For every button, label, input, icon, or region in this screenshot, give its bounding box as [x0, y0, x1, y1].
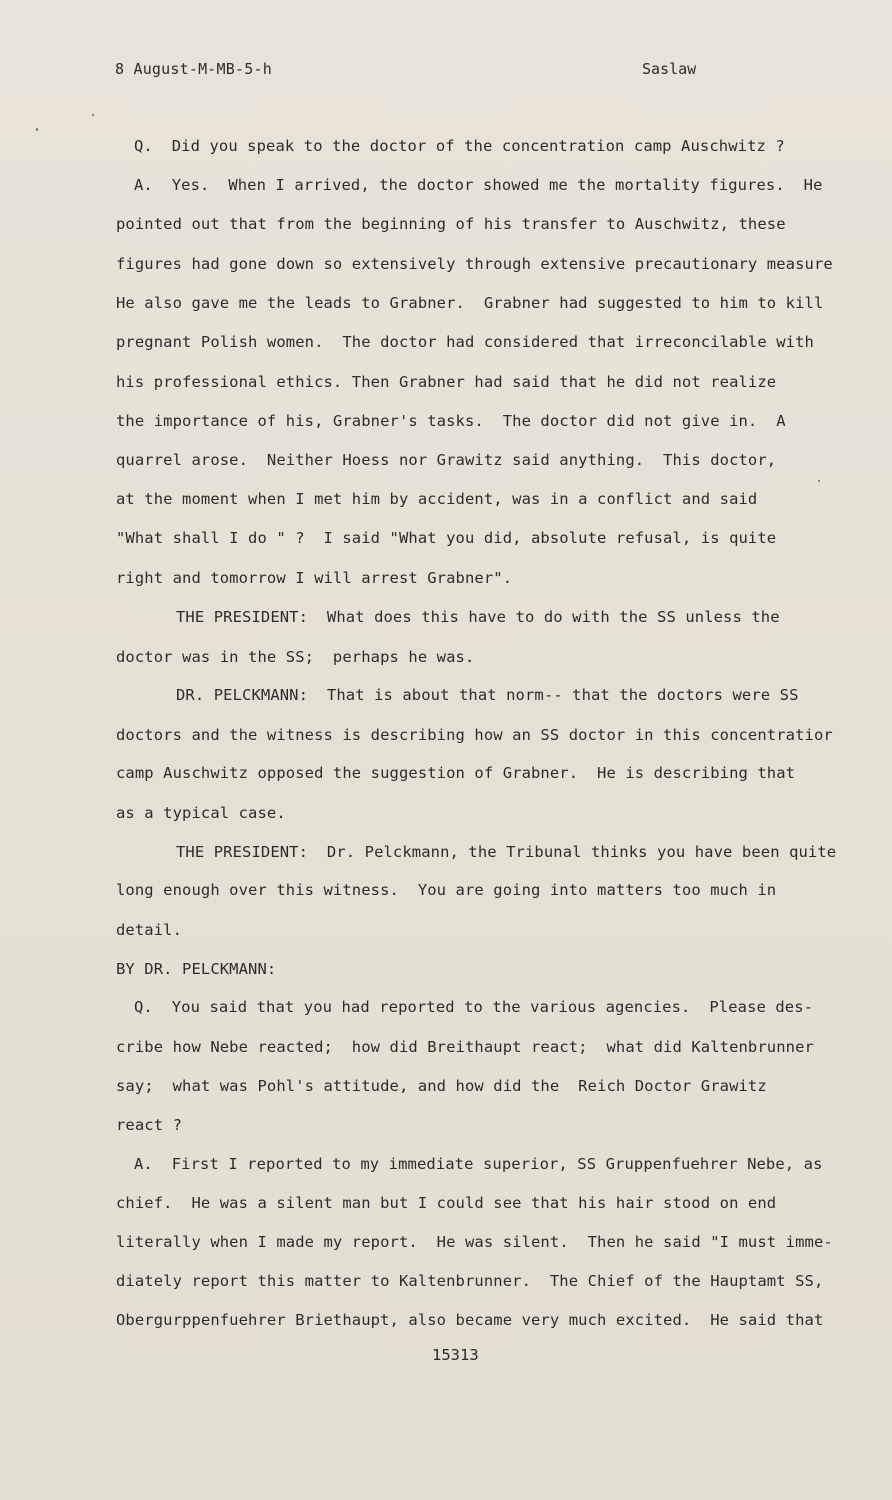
- text-line-31: Obergurppenfuehrer Briethaupt, also became very much excited. He said that: [116, 1311, 824, 1329]
- paper-speck: [92, 114, 94, 116]
- text-line-7: his professional ethics. Then Grabner had said that he did not realize: [116, 373, 777, 391]
- text-line-17: camp Auschwitz opposed the suggestion of Grabner. He is describing that: [116, 764, 796, 782]
- text-line-8: the importance of his, Grabner's tasks. The doctor did not give in. A: [116, 412, 786, 430]
- text-line-24: cribe how Nebe reacted; how did Breithaupt react; what did Kaltenbrunner: [116, 1038, 814, 1056]
- text-line-12: right and tomorrow I will arrest Grabner".: [116, 569, 513, 587]
- text-line-16: doctors and the witness is describing how an SS doctor in this concentratior: [116, 726, 833, 744]
- text-line-22: BY DR. PELCKMANN:: [116, 960, 277, 978]
- text-line-26: react ?: [116, 1116, 183, 1134]
- text-line-18: as a typical case.: [116, 804, 286, 822]
- text-line-23: Q. You said that you had reported to the various agencies. Please des-: [134, 998, 814, 1016]
- paper-speck: [36, 128, 38, 131]
- paper-speck: [818, 480, 820, 482]
- text-line-1: Q. Did you speak to the doctor of the concentration camp Auschwitz ?: [134, 137, 785, 155]
- text-line-15: DR. PELCKMANN: That is about that norm-- that the doctors were SS: [176, 686, 799, 704]
- text-line-3: pointed out that from the beginning of his transfer to Auschwitz, these: [116, 215, 786, 233]
- text-line-2: A. Yes. When I arrived, the doctor showed me the mortality figures. He: [134, 176, 823, 194]
- text-line-5: He also gave me the leads to Grabner. Grabner had suggested to him to kill: [116, 294, 824, 312]
- header-reference: 8 August-M-MB-5-h: [115, 60, 272, 78]
- text-line-11: "What shall I do " ? I said "What you did, absolute refusal, is quite: [116, 529, 777, 547]
- header-reporter-name: Saslaw: [642, 60, 697, 78]
- text-line-20: long enough over this witness. You are going into matters too much in: [116, 881, 777, 899]
- text-line-27: A. First I reported to my immediate superior, SS Gruppenfuehrer Nebe, as: [134, 1155, 823, 1173]
- text-line-9: quarrel arose. Neither Hoess nor Grawitz said anything. This doctor,: [116, 451, 777, 469]
- text-line-19: THE PRESIDENT: Dr. Pelckmann, the Tribunal thinks you have been quite: [176, 843, 837, 861]
- page-number: 15313: [432, 1346, 479, 1364]
- text-line-29: literally when I made my report. He was silent. Then he said "I must imme-: [116, 1233, 833, 1251]
- text-line-30: diately report this matter to Kaltenbrunner. The Chief of the Hauptamt SS,: [116, 1272, 824, 1290]
- text-line-10: at the moment when I met him by accident, was in a conflict and said: [116, 490, 758, 508]
- text-line-21: detail.: [116, 921, 183, 939]
- text-line-14: doctor was in the SS; perhaps he was.: [116, 648, 475, 666]
- text-line-4: figures had gone down so extensively through extensive precautionary measure: [116, 255, 833, 273]
- text-line-6: pregnant Polish women. The doctor had considered that irreconcilable with: [116, 333, 814, 351]
- text-line-13: THE PRESIDENT: What does this have to do with the SS unless the: [176, 608, 780, 626]
- text-line-25: say; what was Pohl's attitude, and how did the Reich Doctor Grawitz: [116, 1077, 767, 1095]
- text-line-28: chief. He was a silent man but I could see that his hair stood on end: [116, 1194, 777, 1212]
